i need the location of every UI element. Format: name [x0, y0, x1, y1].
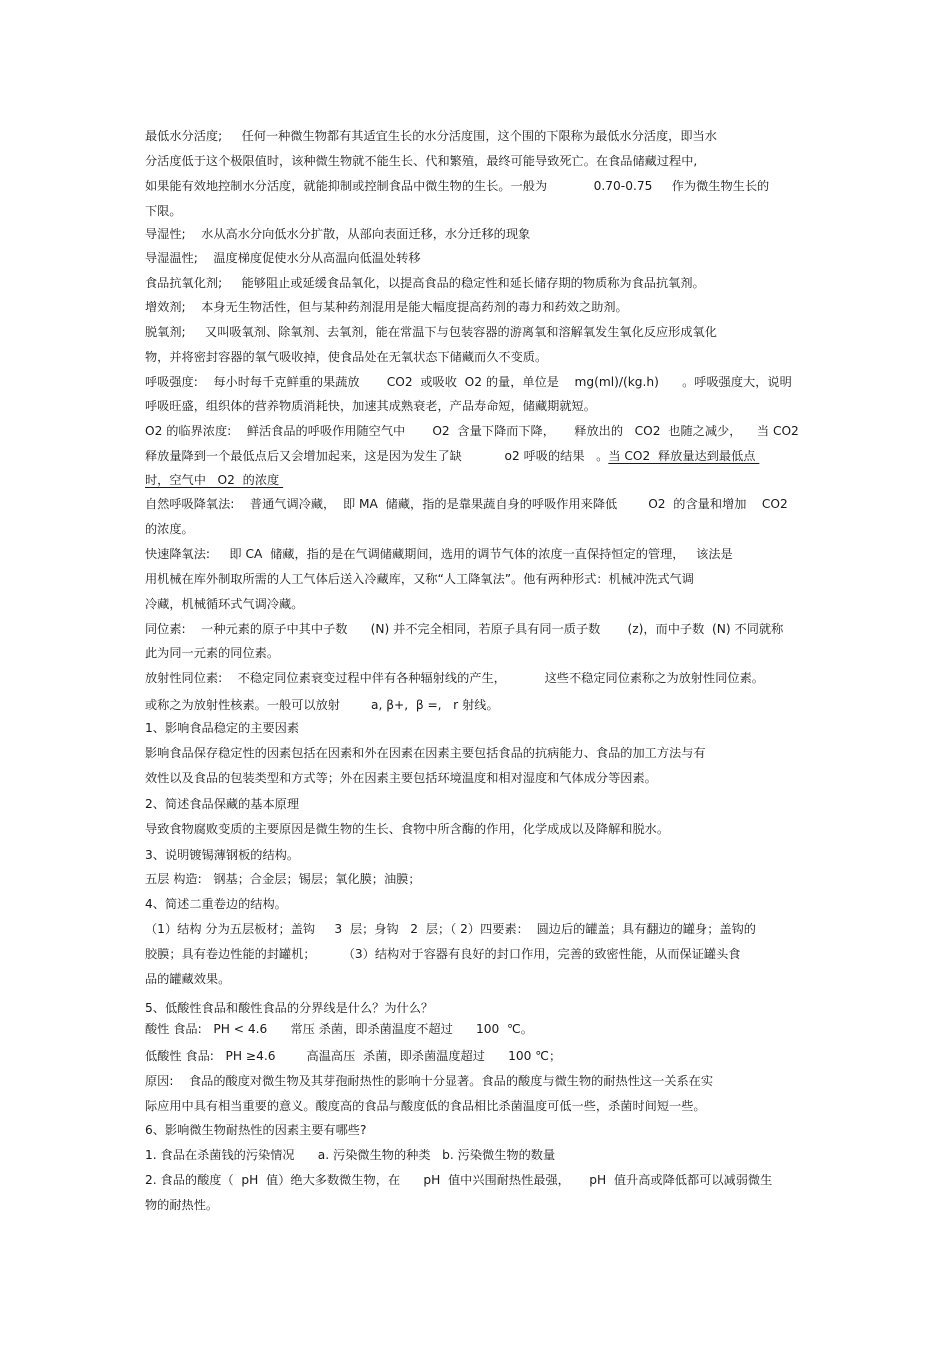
text-line	[145, 521, 805, 537]
text-line	[145, 596, 805, 612]
text-line	[145, 398, 805, 414]
line-text: 酸性 食品: PH < 4.6 常压 杀菌，即杀菌温度不超过 100 ℃。	[145, 1022, 533, 1036]
line-text: 2. 食品的酸度（ pH 值）绝大多数微生物，在 pH 值中兴围耐热性最强， pH 值升高或降低都可以减弱微生	[145, 1173, 773, 1187]
text-line	[145, 349, 805, 365]
line-text: 胶膜；具有卷边性能的封罐机； （3）结构对于容器有良好的封口作用，完善的致密性能，从而保证罐头食	[145, 947, 741, 961]
text-line	[145, 871, 805, 887]
text-line	[145, 697, 805, 713]
line-text: 4、简述二重卷边的结构。	[145, 897, 287, 911]
line-text: 1、影响食品稳定的主要因素	[145, 721, 300, 735]
text-line	[145, 670, 805, 686]
line-text: 6、影响微生物耐热性的因素主要有哪些?	[145, 1123, 367, 1137]
line-text: 影响食品保存稳定性的因素包括在因素和外在因素在因素主要包括食品的抗病能力、食品的加工方法与有	[145, 746, 706, 760]
text-line	[145, 1098, 805, 1114]
line-text: 效性以及食品的包装类型和方式等；外在因素主要包括环境温度和相对湿度和气体成分等因素。	[145, 771, 657, 785]
line-text: 五层 构造: 钢基；合金层；锡层；氧化膜；油膜；	[145, 872, 421, 886]
line-text: 5、低酸性食品和酸性食品的分界线是什么？为什么？	[145, 1001, 434, 1015]
text-line	[145, 1000, 805, 1016]
text-line	[145, 1147, 805, 1163]
underlined-text: 当 CO2 释放量达到最低点	[608, 449, 760, 463]
text-line	[145, 203, 805, 219]
line-text: 脱氧剂; 又叫吸氧剂、除氧剂、去氧剂，能在常温下与包装容器的游离氧和溶解氧发生氧化反应形成氧化	[145, 325, 717, 339]
text-line	[145, 571, 805, 587]
text-line	[145, 645, 805, 661]
line-text: 分活度低于这个极限值时，该种微生物就不能生长、代和繁殖，最终可能导致死亡。在食品储藏过程中,	[145, 154, 698, 168]
text-line	[145, 128, 805, 144]
text-line	[145, 1021, 805, 1037]
underlined-text: 时，空气中 O2 的浓度	[145, 473, 284, 487]
line-text: 呼吸强度: 每小时每千克鲜重的果蔬放 CO2 或吸收 O2 的量，单位是 mg(ml)/(kg.h) 。呼吸强度大，说明	[145, 375, 792, 389]
line-text: 品的罐藏效果。	[145, 972, 231, 986]
text-line	[145, 448, 805, 464]
text-line	[145, 720, 805, 736]
text-line	[145, 324, 805, 340]
line-text: 放射性同位素: 不稳定同位素衰变过程中伴有各种辐射线的产生， 这些不稳定同位素称之为放射性同位素。	[145, 671, 764, 685]
text-line	[145, 299, 805, 315]
text-line	[145, 423, 805, 439]
text-line	[145, 1122, 805, 1138]
text-line	[145, 946, 805, 962]
text-line	[145, 472, 805, 488]
text-line	[145, 1172, 805, 1188]
text-line	[145, 745, 805, 761]
line-text: 冷藏，机械循环式气调冷藏。	[145, 597, 304, 611]
line-text: 此为同一元素的同位素。	[145, 646, 280, 660]
line-text: 导湿性; 水从高水分向低水分扩散，从部向表面迁移，水分迁移的现象	[145, 227, 531, 241]
text-line	[145, 1073, 805, 1089]
text-line	[145, 178, 805, 194]
line-text: 低酸性 食品: PH ≥4.6 高温高压 杀菌，即杀菌温度超过 100 ℃；	[145, 1049, 562, 1063]
line-text: 2、简述食品保藏的基本原理	[145, 797, 300, 811]
line-text: 物，并将密封容器的氧气吸收掉，使食品处在无氧状态下储藏而久不变质。	[145, 350, 548, 364]
line-text: O2 的临界浓度: 鲜活食品的呼吸作用随空气中 O2 含量下降而下降， 释放出的 CO2 也随之减少， 当 CO2	[145, 424, 799, 438]
text-line	[145, 921, 805, 937]
line-text: 快速降氧法: 即 CA 储藏，指的是在气调储藏期间，选用的调节气体的浓度一直保持恒定的管理， 该法是	[145, 547, 733, 561]
text-line	[145, 847, 805, 863]
text-line	[145, 153, 805, 169]
line-text: 释放量降到一个最低点后又会增加起来，这是因为发生了缺 o2 呼吸的结果 。	[145, 449, 609, 463]
line-text: 导湿温性; 温度梯度促使水分从高温向低温处转移	[145, 251, 421, 265]
line-text: 原因: 食品的酸度对微生物及其芽孢耐热性的影响十分显著。食品的酸度与微生物的耐热性这一关系在实	[145, 1074, 714, 1088]
line-text: 同位素: 一种元素的原子中其中子数 (N) 并不完全相同，若原子具有同一质子数 (z)，而中子数 (N) 不同就称	[145, 622, 784, 636]
text-line	[145, 1048, 805, 1064]
text-line	[145, 546, 805, 562]
line-text: （1）结构 分为五层板材；盖钩 3 层；身钩 2 层；（ 2）四要素： 圆边后的罐盖；具有翻边的罐身；盖钩的	[145, 922, 756, 936]
text-line	[145, 250, 805, 266]
line-text: 3、说明镀锡薄钢板的结构。	[145, 848, 300, 862]
text-line	[145, 226, 805, 242]
line-text: 如果能有效地控制水分活度，就能抑制或控制食品中微生物的生长。一般为 0.70-0.75 作为微生物生长的	[145, 179, 770, 193]
text-line	[145, 621, 805, 637]
line-text: 的浓度。	[145, 522, 194, 536]
text-line	[145, 374, 805, 390]
line-text: 导致食物腐败变质的主要原因是微生物的生长、食物中所含酶的作用，化学成成以及降解和脱水。	[145, 822, 670, 836]
line-text: 呼吸旺盛，组织体的营养物质消耗快，加速其成熟衰老，产品寿命短，储藏期就短。	[145, 399, 596, 413]
text-line	[145, 796, 805, 812]
line-text: 或称之为放射性核素。一般可以放射 a, β+, β =, r 射线。	[145, 698, 499, 712]
line-text: 自然呼吸降氧法: 普通气调冷藏， 即 MA 储藏，指的是靠果蔬自身的呼吸作用来降低 O2 的含量和增加 CO2	[145, 497, 788, 511]
text-line	[145, 275, 805, 291]
line-text: 增效剂; 本身无生物活性，但与某种药剂混用是能大幅度提高药剂的毒力和药效之助剂。	[145, 300, 628, 314]
line-text: 际应用中具有相当重要的意义。酸度高的食品与酸度低的食品相比杀菌温度可低一些，杀菌时间短一些。	[145, 1099, 706, 1113]
text-line	[145, 496, 805, 512]
line-text: 用机械在库外制取所需的人工气体后送入冷藏库，又称“人工降氧法”。他有两种形式：机械冲洗式气调	[145, 572, 694, 586]
line-text: 食品抗氧化剂; 能够阻止或延缓食品氧化，以提高食品的稳定性和延长储存期的物质称为食品抗氧剂。	[145, 276, 705, 290]
text-line	[145, 770, 805, 786]
line-text: 1. 食品在杀菌钱的污染情况 a. 污染微生物的种类 b. 污染微生物的数量	[145, 1148, 556, 1162]
line-text: 物的耐热性。	[145, 1198, 219, 1212]
text-line	[145, 896, 805, 912]
text-line	[145, 1197, 805, 1213]
text-line	[145, 971, 805, 987]
text-line	[145, 821, 805, 837]
line-text: 下限。	[145, 204, 182, 218]
line-text: 最低水分活度; 任何一种微生物都有其适宜生长的水分活度围，这个围的下限称为最低水分活度，即当水	[145, 129, 717, 143]
